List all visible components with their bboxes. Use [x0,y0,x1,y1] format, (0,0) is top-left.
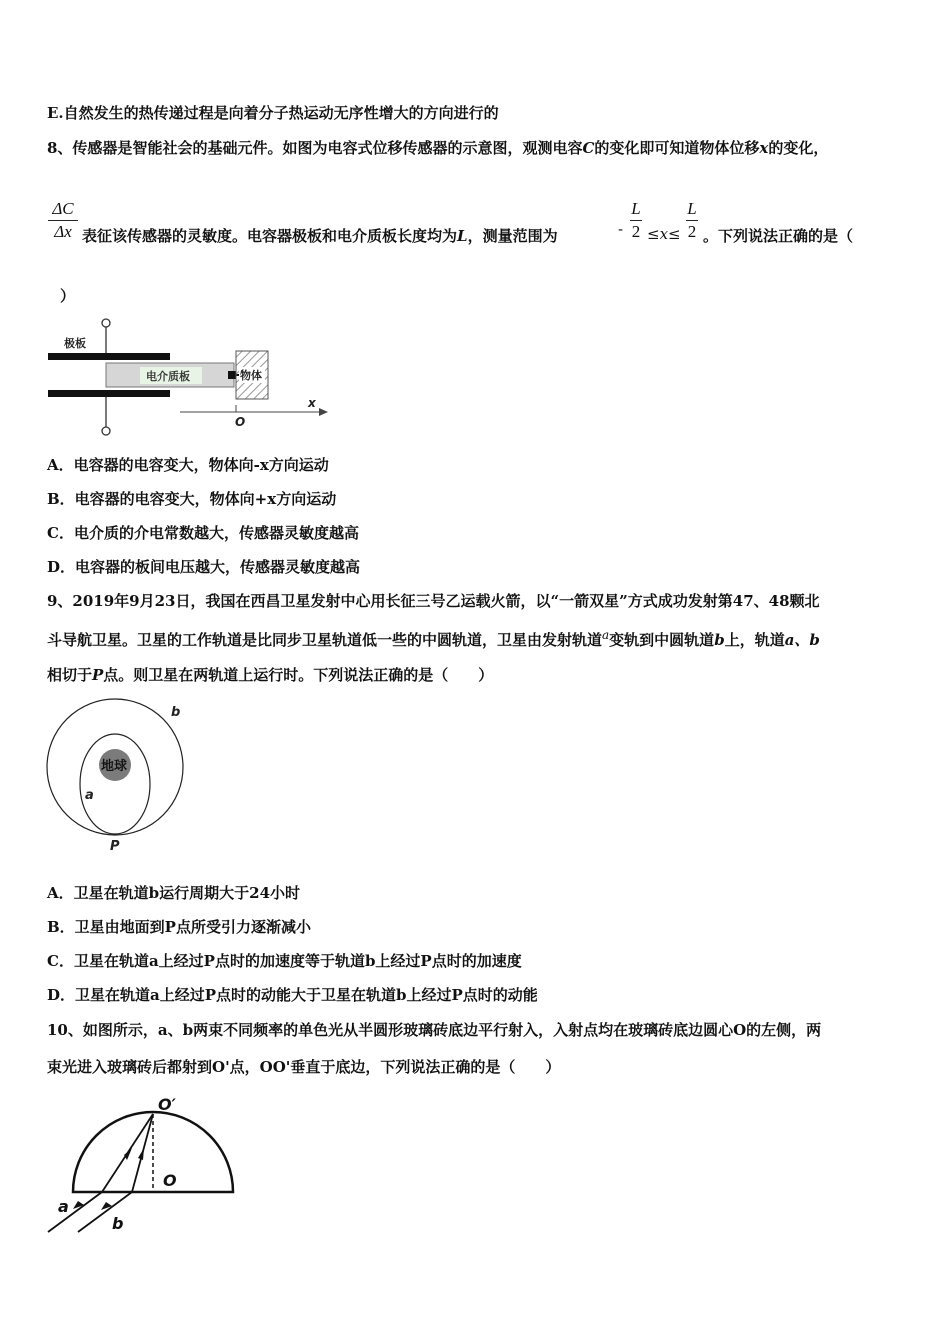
glass-brick-diagram [40,1086,250,1246]
q8-option-c: C．电介质的介电常数越大，传感器灵敏度越高 [47,524,359,542]
q9-option-c: C．卫星在轨道a上经过P点时的加速度等于轨道b上经过P点时的加速度 [47,952,522,970]
q8-range-minus: - [618,220,624,238]
x-axis-arrow [319,408,328,416]
connector [228,371,236,379]
prev-option-e: E.自然发生的热传递过程是向着分子热运动无序性增大的方向进行的 [47,104,499,122]
q8-line1: 8、传感器是智能社会的基础元件。如图为电容式位移传感器的示意图，观测电容C的变化即可知道物体位移x的变化， [47,139,829,157]
q8-line2a: 表征该传感器的灵敏度。电容器极板和电介质板长度均为L，测量范围为 [82,227,558,245]
bottom-plate [48,390,170,397]
q8-range-mid: ≤x≤ [647,225,681,243]
q9-option-b: B．卫星由地面到P点所受引力逐渐减小 [47,918,311,936]
q8-line3: ） [60,287,76,305]
ray-b-label: b [112,1214,124,1233]
bottom-terminal [102,427,110,435]
point-p-label: P [110,839,120,854]
q9-line3: 相切于P点。则卫星在两轨道上运行时。下列说法正确的是（ ） [47,666,494,684]
q10-line1: 10、如图所示，a、b两束不同频率的单色光从半圆形玻璃砖底边平行射入，入射点均在玻璃砖底边圆心O的左侧，两 [47,1021,822,1039]
o-prime-label: O′ [158,1095,176,1114]
q10-line2: 束光进入玻璃砖后都射到O'点，OO'垂直于底边，下列说法正确的是（ ） [47,1058,561,1076]
object-label: 物体 [240,369,262,382]
ray-a-label: a [58,1197,69,1216]
top-plate [48,353,170,360]
x-axis-label: x [308,396,316,410]
orbit-a-label: a [85,788,94,803]
orbit-diagram [40,698,200,858]
dielectric-label: 电介质板 [146,370,190,383]
q9-option-a: A．卫星在轨道b运行周期大于24小时 [47,884,301,902]
q8-range-upper-fraction: L 2 [687,199,697,241]
q9-line2: 斗导航卫星。卫星的工作轨道是比同步卫星轨道低一些的中圆轨道，卫星由发射轨道$^a$变轨到中圆轨道b上，轨道a、b [47,628,820,649]
q8-line2c: 。下列说法正确的是（ [703,227,854,245]
q8-option-d: D．电容器的板间电压越大，传感器灵敏度越高 [47,558,361,576]
earth-label: 地球 [101,759,128,774]
q8-option-a: A．电容器的电容变大，物体向-x方向运动 [47,456,329,474]
ray-a-arrow-outside [73,1201,84,1209]
orbit-b-label: b [171,705,181,720]
q8-sensitivity-fraction: ΔC Δx [46,198,80,243]
ray-b-outside [78,1192,132,1232]
q9-option-d: D．卫星在轨道a上经过P点时的动能大于卫星在轨道b上经过P点时的动能 [47,986,538,1004]
ray-a-arrow-inside [124,1148,132,1160]
ray-a-outside [48,1192,102,1232]
ray-b-arrow-inside [138,1148,144,1160]
o-label: O [163,1171,177,1190]
q8-range-lower-fraction: L 2 [631,199,641,241]
q9-line1: 9、2019年9月23日，我国在西昌卫星发射中心用长征三号乙运载火箭，以“一箭双星”方式成功发射第47、48颗北 [47,592,820,610]
origin-label: O [235,415,246,429]
plate-label: 极板 [64,337,86,350]
capacitor-sensor-diagram [40,315,340,440]
top-terminal [102,319,110,327]
q8-option-b: B．电容器的电容变大，物体向+x方向运动 [47,490,337,508]
